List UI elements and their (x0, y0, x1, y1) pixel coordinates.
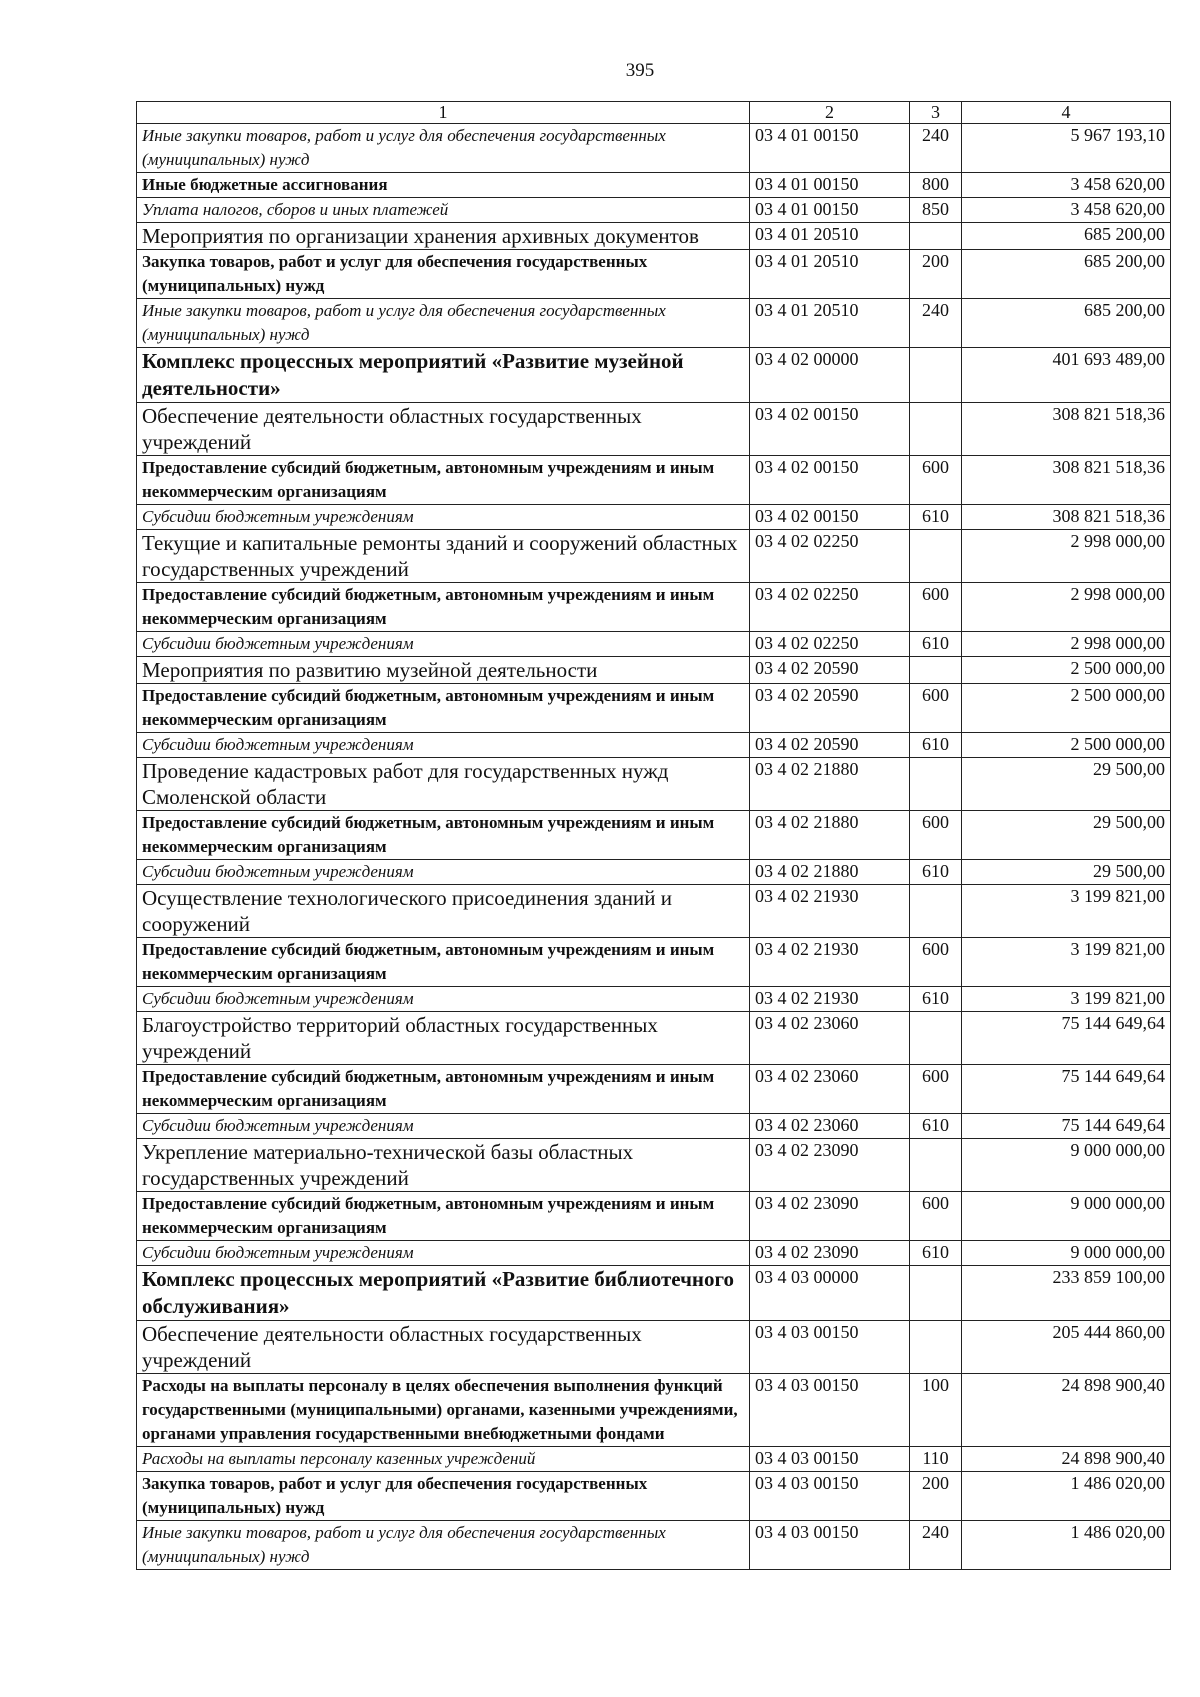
row-code-cell: 03 4 01 20510 (750, 250, 910, 299)
row-kind-cell: 610 (910, 733, 962, 758)
row-name-cell: Предоставление субсидий бюджетным, автономным учреждениям и иным некоммерческим организациям (137, 1192, 750, 1241)
row-name-cell: Закупка товаров, работ и услуг для обеспечения государственных (муниципальных) нужд (137, 250, 750, 299)
header-row (137, 102, 1171, 124)
table-row (137, 173, 1171, 198)
table-row (137, 1139, 1171, 1192)
row-sum-cell: 3 199 821,00 (962, 987, 1171, 1012)
row-kind-cell: 800 (910, 173, 962, 198)
row-name-cell: Субсидии бюджетным учреждениям (137, 505, 750, 530)
row-name-cell: Осуществление технологического присоединения зданий и сооружений (137, 885, 750, 938)
table-row (137, 811, 1171, 860)
table-row (137, 1447, 1171, 1472)
row-sum-cell: 9 000 000,00 (962, 1192, 1171, 1241)
table-row (137, 938, 1171, 987)
table-row (137, 456, 1171, 505)
row-kind-cell: 240 (910, 1521, 962, 1570)
row-sum-cell: 75 144 649,64 (962, 1012, 1171, 1065)
row-sum-cell: 75 144 649,64 (962, 1114, 1171, 1139)
table-row (137, 250, 1171, 299)
row-kind-cell: 610 (910, 860, 962, 885)
table-row (137, 885, 1171, 938)
table-row (137, 1321, 1171, 1374)
row-name-cell: Расходы на выплаты персоналу в целях обеспечения выполнения функций государственными (муниципальными) органами, казенными учреждениями, органами управления государственными внебюджетными фондами (137, 1374, 750, 1447)
row-sum-cell: 1 486 020,00 (962, 1472, 1171, 1521)
table-row (137, 1114, 1171, 1139)
table-row (137, 124, 1171, 173)
row-kind-cell: 240 (910, 299, 962, 348)
row-code-cell: 03 4 02 00150 (750, 456, 910, 505)
row-name-cell: Иные закупки товаров, работ и услуг для обеспечения государственных (муниципальных) нужд (137, 1521, 750, 1570)
row-kind-cell: 200 (910, 250, 962, 299)
row-sum-cell: 29 500,00 (962, 758, 1171, 811)
table-body (137, 124, 1171, 1570)
row-sum-cell: 3 199 821,00 (962, 938, 1171, 987)
row-code-cell: 03 4 01 00150 (750, 198, 910, 223)
row-code-cell: 03 4 02 02250 (750, 530, 910, 583)
row-kind-cell: 600 (910, 1192, 962, 1241)
row-name-cell: Иные закупки товаров, работ и услуг для обеспечения государственных (муниципальных) нужд (137, 124, 750, 173)
table-row (137, 1012, 1171, 1065)
row-sum-cell: 401 693 489,00 (962, 348, 1171, 403)
row-kind-cell (910, 1321, 962, 1374)
row-code-cell: 03 4 02 21880 (750, 811, 910, 860)
row-name-cell: Благоустройство территорий областных государственных учреждений (137, 1012, 750, 1065)
row-kind-cell (910, 348, 962, 403)
row-code-cell: 03 4 02 00000 (750, 348, 910, 403)
row-name-cell: Предоставление субсидий бюджетным, автономным учреждениям и иным некоммерческим организациям (137, 811, 750, 860)
row-kind-cell (910, 223, 962, 250)
row-code-cell: 03 4 02 00150 (750, 505, 910, 530)
table-row (137, 348, 1171, 403)
row-name-cell: Иные закупки товаров, работ и услуг для обеспечения государственных (муниципальных) нужд (137, 299, 750, 348)
column-header-kind: 3 (910, 102, 962, 124)
row-name-cell: Текущие и капитальные ремонты зданий и сооружений областных государственных учреждений (137, 530, 750, 583)
row-kind-cell: 600 (910, 938, 962, 987)
table-row (137, 987, 1171, 1012)
table-row (137, 1521, 1171, 1570)
row-kind-cell (910, 758, 962, 811)
row-code-cell: 03 4 03 00000 (750, 1266, 910, 1321)
row-name-cell: Субсидии бюджетным учреждениям (137, 860, 750, 885)
row-name-cell: Мероприятия по организации хранения архивных документов (137, 223, 750, 250)
row-code-cell: 03 4 03 00150 (750, 1472, 910, 1521)
table-row (137, 860, 1171, 885)
row-sum-cell: 685 200,00 (962, 250, 1171, 299)
row-sum-cell: 308 821 518,36 (962, 403, 1171, 456)
row-code-cell: 03 4 01 20510 (750, 223, 910, 250)
row-code-cell: 03 4 02 23090 (750, 1139, 910, 1192)
table-row (137, 1374, 1171, 1447)
row-name-cell: Расходы на выплаты персоналу казенных учреждений (137, 1447, 750, 1472)
row-kind-cell (910, 1139, 962, 1192)
row-code-cell: 03 4 03 00150 (750, 1447, 910, 1472)
row-code-cell: 03 4 02 02250 (750, 583, 910, 632)
row-sum-cell: 29 500,00 (962, 860, 1171, 885)
row-sum-cell: 2 500 000,00 (962, 657, 1171, 684)
table-row (137, 1065, 1171, 1114)
row-sum-cell: 685 200,00 (962, 223, 1171, 250)
table-row (137, 505, 1171, 530)
table-row (137, 583, 1171, 632)
table-row (137, 657, 1171, 684)
row-name-cell: Предоставление субсидий бюджетным, автономным учреждениям и иным некоммерческим организациям (137, 684, 750, 733)
row-kind-cell (910, 657, 962, 684)
row-code-cell: 03 4 02 23090 (750, 1241, 910, 1266)
row-kind-cell: 240 (910, 124, 962, 173)
row-name-cell: Предоставление субсидий бюджетным, автономным учреждениям и иным некоммерческим организациям (137, 583, 750, 632)
row-sum-cell: 9 000 000,00 (962, 1139, 1171, 1192)
table-row (137, 403, 1171, 456)
row-sum-cell: 2 998 000,00 (962, 530, 1171, 583)
row-name-cell: Предоставление субсидий бюджетным, автономным учреждениям и иным некоммерческим организациям (137, 1065, 750, 1114)
row-kind-cell: 100 (910, 1374, 962, 1447)
row-code-cell: 03 4 02 21930 (750, 938, 910, 987)
table-row (137, 1472, 1171, 1521)
page-number: 395 (625, 60, 655, 81)
row-kind-cell (910, 403, 962, 456)
table-row (137, 1192, 1171, 1241)
row-name-cell: Субсидии бюджетным учреждениям (137, 1241, 750, 1266)
table-row (137, 223, 1171, 250)
row-name-cell: Субсидии бюджетным учреждениям (137, 733, 750, 758)
row-name-cell: Иные бюджетные ассигнования (137, 173, 750, 198)
row-name-cell: Обеспечение деятельности областных государственных учреждений (137, 1321, 750, 1374)
budget-table (136, 101, 1171, 1570)
row-sum-cell: 75 144 649,64 (962, 1065, 1171, 1114)
row-sum-cell: 2 500 000,00 (962, 684, 1171, 733)
row-kind-cell: 110 (910, 1447, 962, 1472)
row-code-cell: 03 4 03 00150 (750, 1521, 910, 1570)
table-row (137, 299, 1171, 348)
row-code-cell: 03 4 02 21930 (750, 885, 910, 938)
row-kind-cell (910, 885, 962, 938)
row-kind-cell (910, 530, 962, 583)
row-name-cell: Предоставление субсидий бюджетным, автономным учреждениям и иным некоммерческим организациям (137, 456, 750, 505)
row-sum-cell: 3 458 620,00 (962, 198, 1171, 223)
row-name-cell: Укрепление материально-технической базы областных государственных учреждений (137, 1139, 750, 1192)
table-row (137, 198, 1171, 223)
table-row (137, 1266, 1171, 1321)
row-sum-cell: 24 898 900,40 (962, 1447, 1171, 1472)
row-code-cell: 03 4 02 20590 (750, 733, 910, 758)
column-header-name: 1 (137, 102, 750, 124)
row-sum-cell: 308 821 518,36 (962, 456, 1171, 505)
row-sum-cell: 3 199 821,00 (962, 885, 1171, 938)
row-kind-cell: 610 (910, 505, 962, 530)
row-code-cell: 03 4 02 02250 (750, 632, 910, 657)
row-kind-cell: 850 (910, 198, 962, 223)
table-row (137, 632, 1171, 657)
table-row (137, 758, 1171, 811)
row-sum-cell: 5 967 193,10 (962, 124, 1171, 173)
table-row (137, 1241, 1171, 1266)
row-name-cell: Обеспечение деятельности областных государственных учреждений (137, 403, 750, 456)
row-name-cell: Проведение кадастровых работ для государственных нужд Смоленской области (137, 758, 750, 811)
row-sum-cell: 9 000 000,00 (962, 1241, 1171, 1266)
row-sum-cell: 2 998 000,00 (962, 632, 1171, 657)
row-code-cell: 03 4 02 21880 (750, 758, 910, 811)
row-code-cell: 03 4 02 21930 (750, 987, 910, 1012)
row-kind-cell: 610 (910, 1114, 962, 1139)
column-header-sum: 4 (962, 102, 1171, 124)
row-sum-cell: 685 200,00 (962, 299, 1171, 348)
row-kind-cell (910, 1266, 962, 1321)
row-code-cell: 03 4 02 23060 (750, 1114, 910, 1139)
row-sum-cell: 29 500,00 (962, 811, 1171, 860)
row-code-cell: 03 4 02 21880 (750, 860, 910, 885)
row-sum-cell: 205 444 860,00 (962, 1321, 1171, 1374)
row-code-cell: 03 4 01 20510 (750, 299, 910, 348)
table-row (137, 530, 1171, 583)
row-code-cell: 03 4 01 00150 (750, 124, 910, 173)
row-name-cell: Предоставление субсидий бюджетным, автономным учреждениям и иным некоммерческим организациям (137, 938, 750, 987)
row-code-cell: 03 4 03 00150 (750, 1321, 910, 1374)
row-sum-cell: 2 998 000,00 (962, 583, 1171, 632)
table-row (137, 684, 1171, 733)
row-kind-cell: 610 (910, 1241, 962, 1266)
column-header-code: 2 (750, 102, 910, 124)
row-kind-cell: 600 (910, 456, 962, 505)
row-kind-cell: 600 (910, 1065, 962, 1114)
row-code-cell: 03 4 02 23060 (750, 1065, 910, 1114)
row-code-cell: 03 4 02 20590 (750, 657, 910, 684)
row-code-cell: 03 4 03 00150 (750, 1374, 910, 1447)
row-name-cell: Мероприятия по развитию музейной деятельности (137, 657, 750, 684)
row-code-cell: 03 4 02 23060 (750, 1012, 910, 1065)
row-sum-cell: 1 486 020,00 (962, 1521, 1171, 1570)
row-kind-cell (910, 1012, 962, 1065)
row-sum-cell: 2 500 000,00 (962, 733, 1171, 758)
row-kind-cell: 610 (910, 987, 962, 1012)
table-row (137, 733, 1171, 758)
row-sum-cell: 24 898 900,40 (962, 1374, 1171, 1447)
row-name-cell: Субсидии бюджетным учреждениям (137, 632, 750, 657)
row-name-cell: Субсидии бюджетным учреждениям (137, 1114, 750, 1139)
row-code-cell: 03 4 02 23090 (750, 1192, 910, 1241)
row-kind-cell: 600 (910, 811, 962, 860)
row-code-cell: 03 4 01 00150 (750, 173, 910, 198)
row-code-cell: 03 4 02 20590 (750, 684, 910, 733)
row-name-cell: Закупка товаров, работ и услуг для обеспечения государственных (муниципальных) нужд (137, 1472, 750, 1521)
row-kind-cell: 600 (910, 684, 962, 733)
row-kind-cell: 600 (910, 583, 962, 632)
row-name-cell: Субсидии бюджетным учреждениям (137, 987, 750, 1012)
row-kind-cell: 610 (910, 632, 962, 657)
row-kind-cell: 200 (910, 1472, 962, 1521)
row-sum-cell: 3 458 620,00 (962, 173, 1171, 198)
row-name-cell: Комплекс процессных мероприятий «Развитие музейной деятельности» (137, 348, 750, 403)
row-sum-cell: 233 859 100,00 (962, 1266, 1171, 1321)
row-name-cell: Комплекс процессных мероприятий «Развитие библиотечного обслуживания» (137, 1266, 750, 1321)
row-sum-cell: 308 821 518,36 (962, 505, 1171, 530)
row-code-cell: 03 4 02 00150 (750, 403, 910, 456)
row-name-cell: Уплата налогов, сборов и иных платежей (137, 198, 750, 223)
